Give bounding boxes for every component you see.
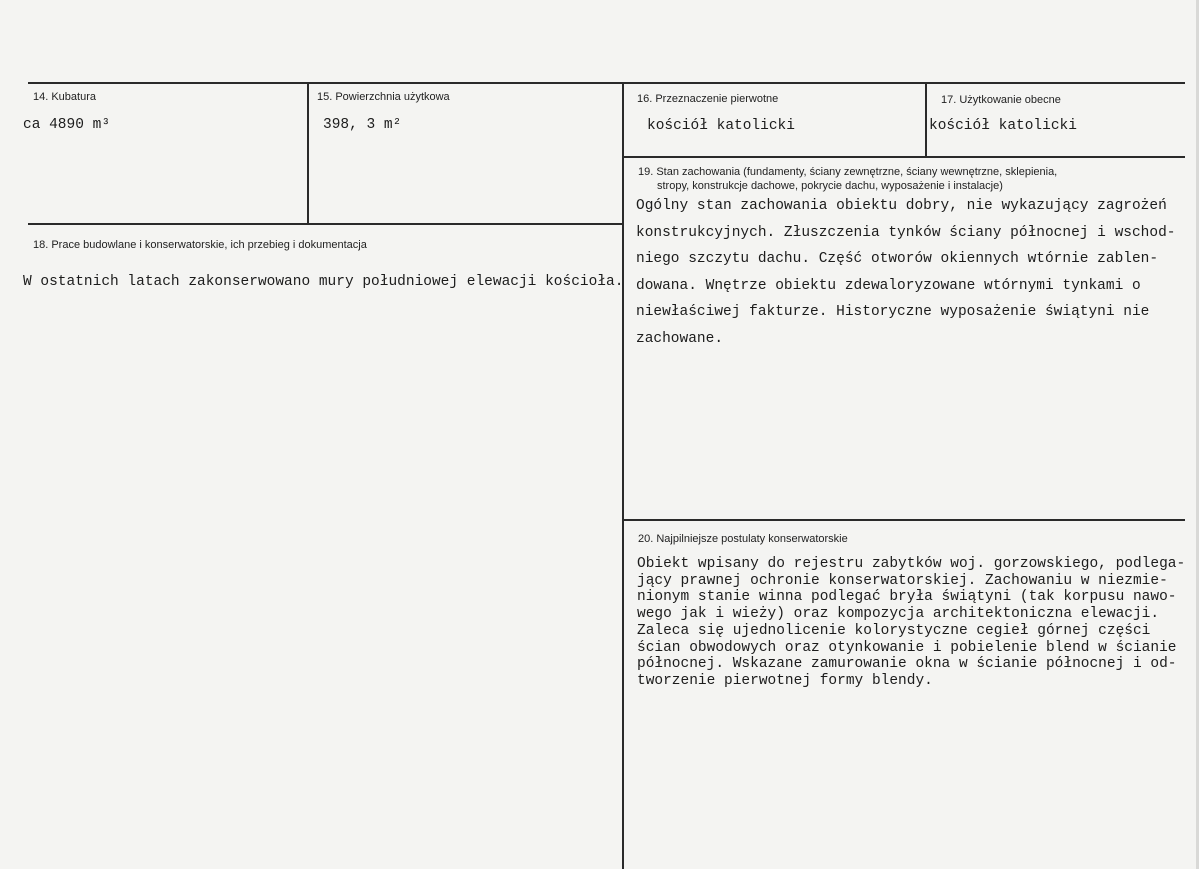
field-19-line: zachowane. <box>636 330 724 347</box>
rule-below-14-15 <box>28 223 624 225</box>
field-15-value: 398, 3 m² <box>323 117 402 133</box>
divider-main <box>622 83 624 869</box>
field-16-value: kościół katolicki <box>647 118 795 134</box>
field-19-label-line1: 19. Stan zachowania (fundamenty, ściany zewnętrzne, ściany wewnętrzne, sklepienia, <box>638 166 1058 178</box>
field-20-line: ścian obwodowych oraz otynkowanie i pobielenie blend w ścianie <box>637 639 1177 656</box>
divider-16-17 <box>925 83 927 157</box>
top-rule <box>28 82 1185 84</box>
field-19-line: niego szczytu dachu. Część otworów okiennych wtórnie zablen- <box>636 251 1159 267</box>
rule-above-20 <box>624 519 1185 521</box>
field-20-line: tworzenie pierwotnej formy blendy. <box>637 672 933 689</box>
field-19-line: konstrukcyjnych. Złuszczenia tynków ściany północnej i wschod- <box>636 224 1176 241</box>
field-19-line: niewłaściwej fakturze. Historyczne wyposażenie świątyni nie <box>636 304 1150 320</box>
field-17-value: kościół katolicki <box>929 118 1077 134</box>
field-19-label-line2: stropy, konstrukcje dachowe, pokrycie dachu, wyposażenie i instalacje) <box>657 180 1003 192</box>
divider-14-15 <box>307 83 309 224</box>
field-14-label: 14. Kubatura <box>33 91 96 103</box>
field-18-label: 18. Prace budowlane i konserwatorskie, ich przebieg i dokumentacja <box>33 239 367 251</box>
field-20-line: Obiekt wpisany do rejestru zabytków woj. gorzowskiego, podlega- <box>637 556 1186 572</box>
field-19-line: Ogólny stan zachowania obiektu dobry, nie wykazujący zagrożeń <box>636 198 1167 214</box>
field-20-text <box>637 556 1185 690</box>
field-20-line: jący prawnej ochronie konserwatorskiej. Zachowaniu w niezmie- <box>637 572 1168 589</box>
field-18-text: W ostatnich latach zakonserwowano mury południowej elewacji kościoła. <box>23 274 624 290</box>
field-20-label: 20. Najpilniejsze postulaty konserwatorskie <box>638 533 848 545</box>
field-19-text <box>636 193 1176 352</box>
field-17-label: 17. Użytkowanie obecne <box>941 94 1061 106</box>
field-20-line: północnej. Wskazane zamurowanie okna w ścianie północnej i od- <box>637 656 1177 673</box>
rule-below-16-17 <box>624 156 1185 158</box>
field-15-label: 15. Powierzchnia użytkowa <box>317 91 450 103</box>
field-20-line: wego jak i wieży) oraz kompozycja architektoniczna elewacji. <box>637 606 1160 623</box>
field-20-line: nionym stanie winna podlegać bryła świątyni (tak korpusu nawo- <box>637 589 1177 606</box>
field-20-line: Zaleca się ujednolicenie kolorystyczne cegieł górnej części <box>637 622 1151 639</box>
field-14-value: ca 4890 m³ <box>23 117 111 133</box>
field-19-line: dowana. Wnętrze obiektu zdewaloryzowane wtórnymi tynkami o <box>636 277 1141 294</box>
field-16-label: 16. Przeznaczenie pierwotne <box>637 93 779 105</box>
